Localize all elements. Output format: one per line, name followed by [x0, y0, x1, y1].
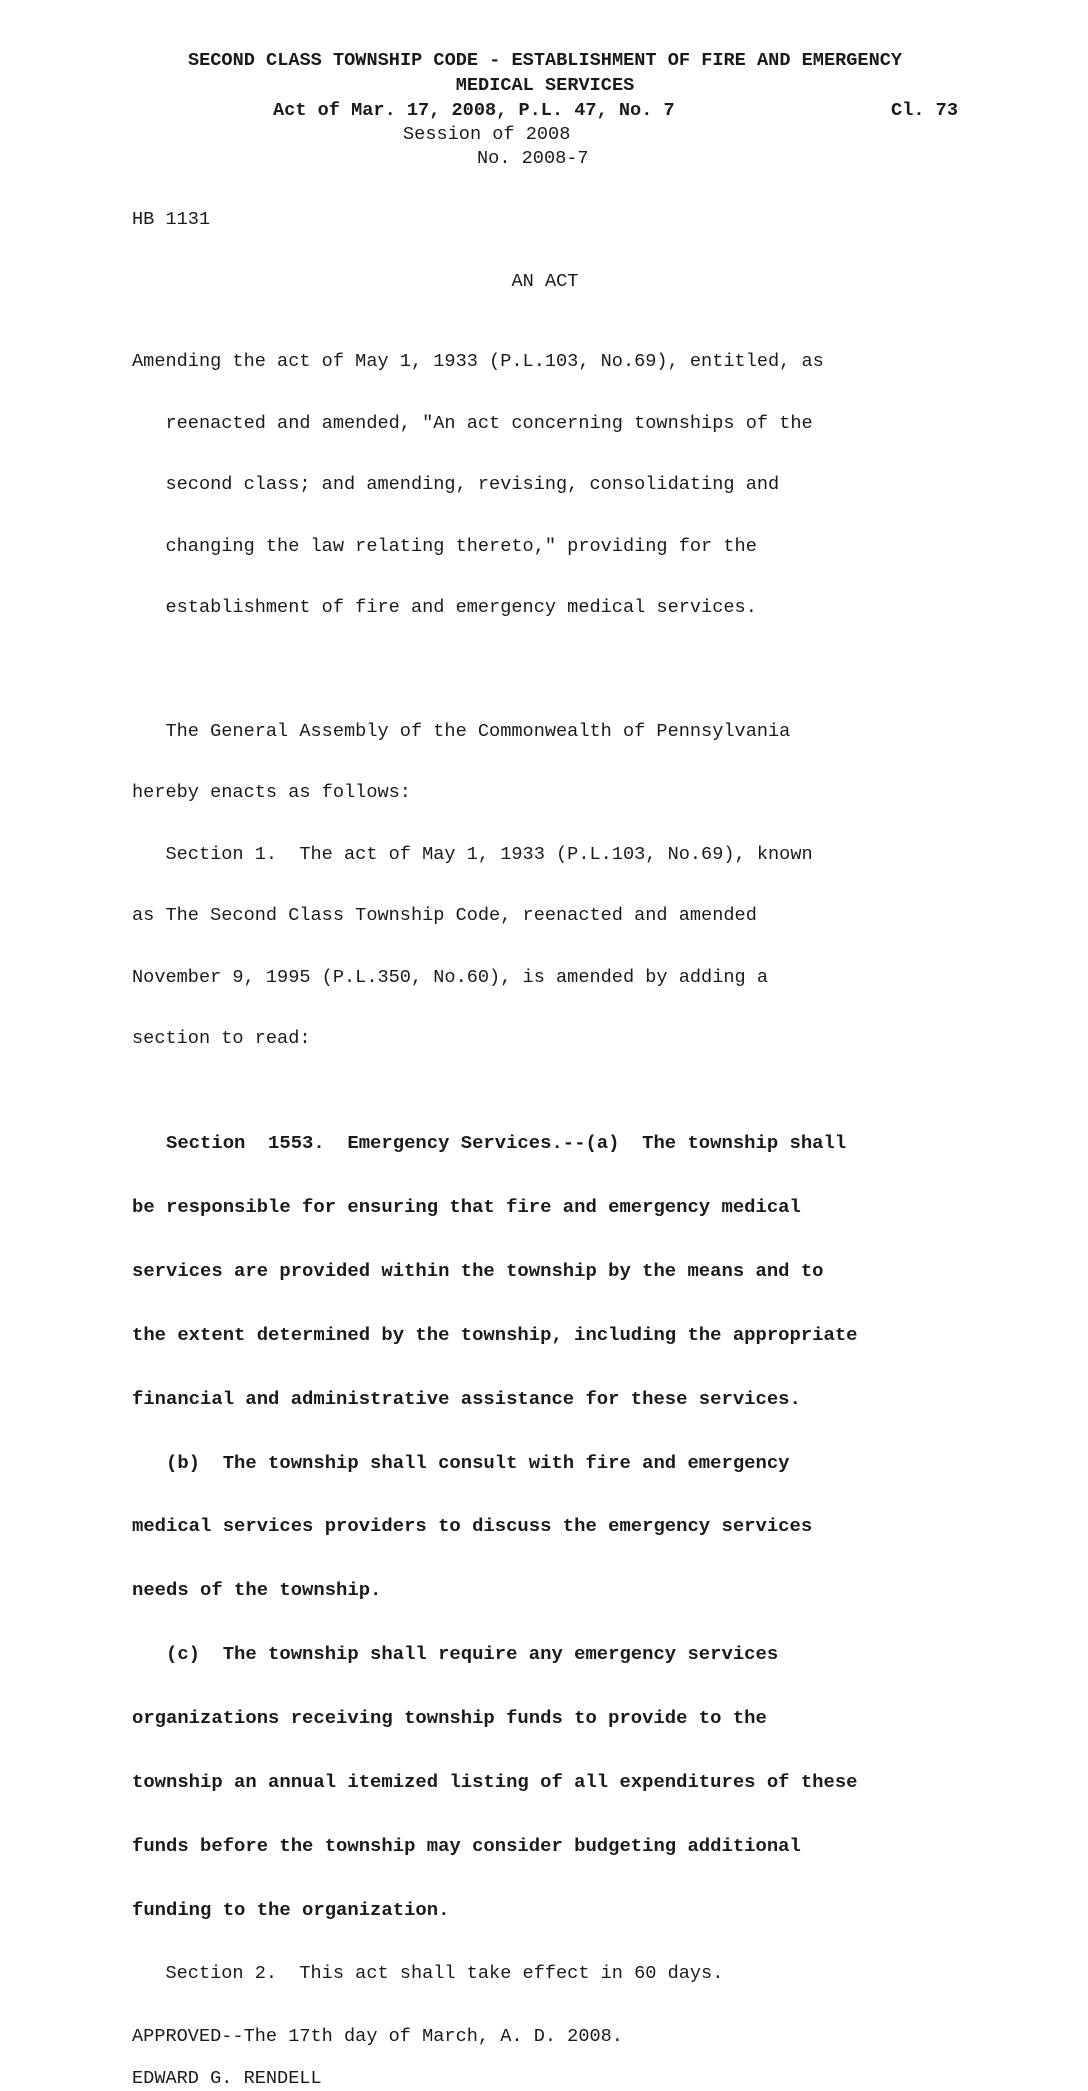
- section-1553-line: organizations receiving township funds to provide to the: [132, 1707, 767, 1730]
- title-line-2: MEDICAL SERVICES: [455, 75, 635, 96]
- section-1553-line: services are provided within the township by the means and to: [132, 1259, 824, 1282]
- section-1553-line: the extent determined by the township, including the appropriate: [132, 1323, 858, 1346]
- session-year: Session of 2008: [403, 124, 571, 145]
- section-1553-line: financial and administrative assistance for these services.: [132, 1387, 801, 1410]
- governor-signature-name: EDWARD G. RENDELL: [132, 2068, 322, 2090]
- summary-line: Amending the act of May 1, 1933 (P.L.103, No.69), entitled, as: [132, 351, 824, 372]
- enactment-clause: [132, 681, 958, 1091]
- enactment-line: November 9, 1995 (P.L.350, No.60), is amended by adding a: [132, 966, 769, 988]
- summary-line: second class; and amending, revising, consolidating and: [132, 474, 780, 495]
- enactment-line: hereby enacts as follows:: [132, 782, 411, 803]
- section-1553-line: township an annual itemized listing of all expenditures of these: [132, 1771, 858, 1793]
- approval-date: APPROVED--The 17th day of March, A. D. 2008.: [132, 2026, 623, 2048]
- section-1553-line: funds before the township may consider budgeting additional: [132, 1834, 801, 1857]
- document-header: [132, 48, 958, 171]
- act-line: [132, 98, 958, 123]
- section-1553-line: needs of the township.: [132, 1579, 382, 1602]
- bill-number: HB 1131: [132, 209, 211, 230]
- summary-line: changing the law relating thereto," providing for the: [132, 535, 757, 557]
- section-1553-text: [132, 1091, 958, 1964]
- enactment-line: section to read:: [132, 1028, 311, 1049]
- section-1553-line: funding to the organization.: [132, 1898, 450, 1921]
- enactment-line: The General Assembly of the Commonwealth of Pennsylvania: [132, 720, 791, 742]
- session-number: No. 2008-7: [477, 148, 589, 169]
- section-1553-line: be responsible for ensuring that fire and emergency medical: [132, 1195, 801, 1218]
- section-1553-line: (c) The township shall require any emergency services: [132, 1643, 779, 1666]
- section-1553-line: (b) The township shall consult with fire and emergency: [132, 1451, 790, 1474]
- act-citation: Act of Mar. 17, 2008, P.L. 47, No. 7: [273, 100, 675, 121]
- section-1553-line: Section 1553. Emergency Services.--(a) The township shall: [132, 1132, 847, 1155]
- summary-line: establishment of fire and emergency medical services.: [132, 597, 757, 618]
- section-2-text: Section 2. This act shall take effect in 60 days.: [132, 1962, 724, 1984]
- an-act-heading: AN ACT: [511, 271, 579, 292]
- summary-line: reenacted and amended, "An act concerning townships of the: [132, 412, 813, 434]
- section-1553-line: medical services providers to discuss the emergency services: [132, 1515, 813, 1538]
- class-number: Cl. 73: [891, 100, 958, 121]
- document-page: [132, 48, 958, 2091]
- enactment-line: as The Second Class Township Code, reenacted and amended: [132, 905, 757, 926]
- title-line-1: SECOND CLASS TOWNSHIP CODE - ESTABLISHMENT OF FIRE AND EMERGENCY: [187, 50, 903, 71]
- enactment-line: Section 1. The act of May 1, 1933 (P.L.103, No.69), known: [132, 843, 813, 865]
- act-summary: [132, 311, 958, 660]
